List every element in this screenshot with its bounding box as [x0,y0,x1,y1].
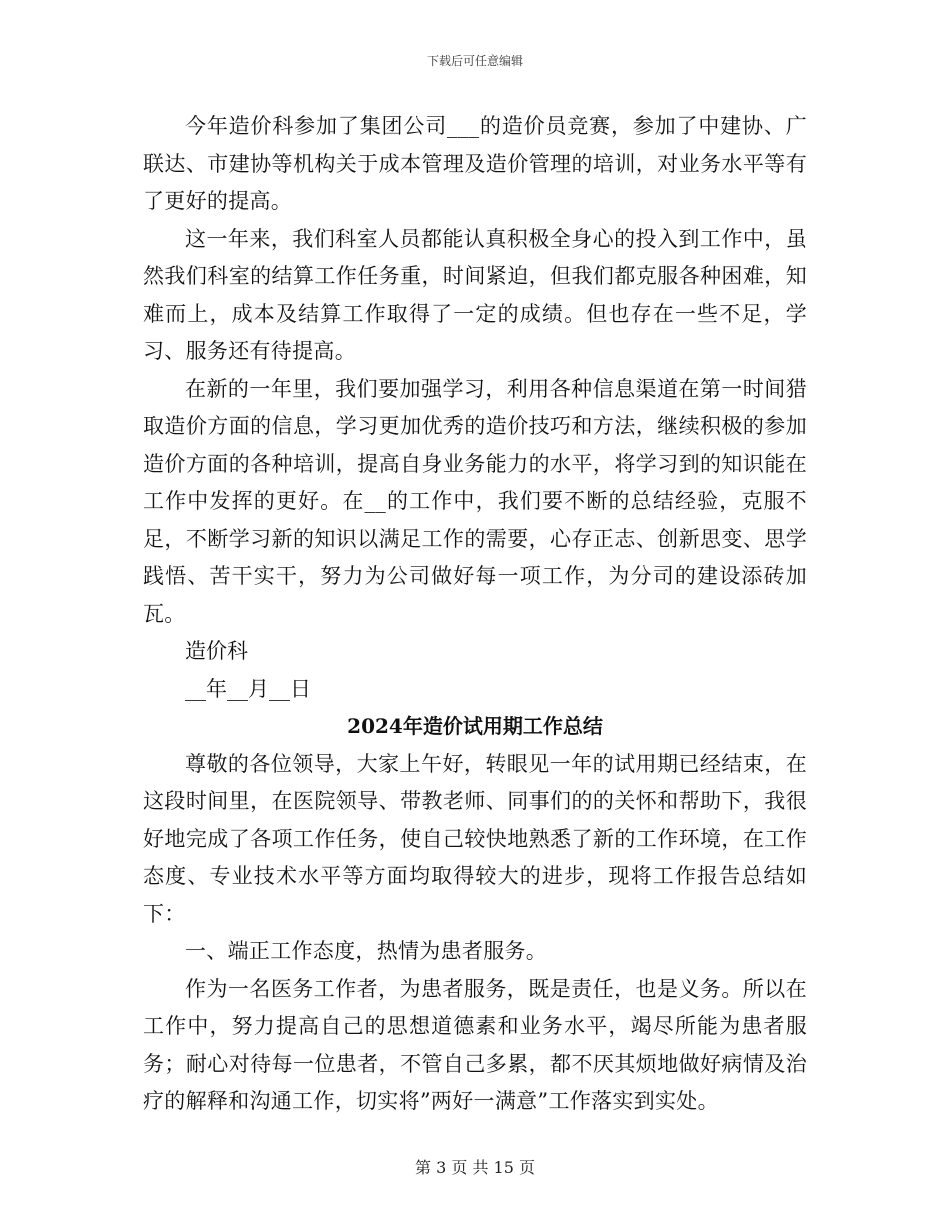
page-number-footer: 第 3 页 共 15 页 [415,1158,535,1177]
paragraph-year-review: 这一年来，我们科室人员都能认真积极全身心的投入到工作中，虽然我们科室的结算工作任务重，时间紧迫，但我们都克服各种困难，知难而上，成本及结算工作取得了一定的成绩。但也存在一些不足，学习、服务还有待提高。 [143,226,807,363]
section-title: 2024年造价试用期工作总结 [347,714,603,738]
document-body [143,108,807,1121]
paragraph-greeting: 尊敬的各位领导，大家上午好，转眼见一年的试用期已经结束，在这段时间里，在医院领导、带教老师、同事们的的关怀和帮助下，我很好地完成了各项工作任务，使自己较快地熟悉了新的工作环境，在工作态度、专业技术水平等方面均取得较大的进步，现将工作报告总结如下： [143,751,807,926]
signature-date: __年__月__日 [185,676,311,701]
paragraph-new-year-plan: 在新的一年里，我们要加强学习，利用各种信息渠道在第一时间猎取造价方面的信息，学习更加优秀的造价技巧和方法，继续积极的参加造价方面的各种培训，提高自身业务能力的水平，将学习到的知识能在工作中发挥的更好。在__的工作中，我们要不断的总结经验，克服不足，不断学习新的知识以满足工作的需要，心存正志、创新思变、思学践悟、苦干实干，努力为公司做好每一项工作，为分司的建设添砖加瓦。 [143,376,807,626]
paragraph-service: 作为一名医务工作者，为患者服务，既是责任，也是义务。所以在工作中，努力提高自己的思想道德素和业务水平，竭尽所能为患者服务；耐心对待每一位患者，不管自己多累，都不厌其烦地做好病情及治疗的解释和沟通工作，切实将”两好一满意”工作落实到实处。 [143,976,807,1113]
paragraph-heading-attitude: 一、端正工作态度，热情为患者服务。 [185,939,548,963]
page-header-note: 下载后可任意编辑 [426,54,523,68]
paragraph-competition: 今年造价科参加了集团公司___的造价员竞赛，参加了中建协、广联达、市建协等机构关于成本管理及造价管理的培训，对业务水平等有了更好的提高。 [143,114,807,213]
signature-department: 造价科 [185,639,248,663]
